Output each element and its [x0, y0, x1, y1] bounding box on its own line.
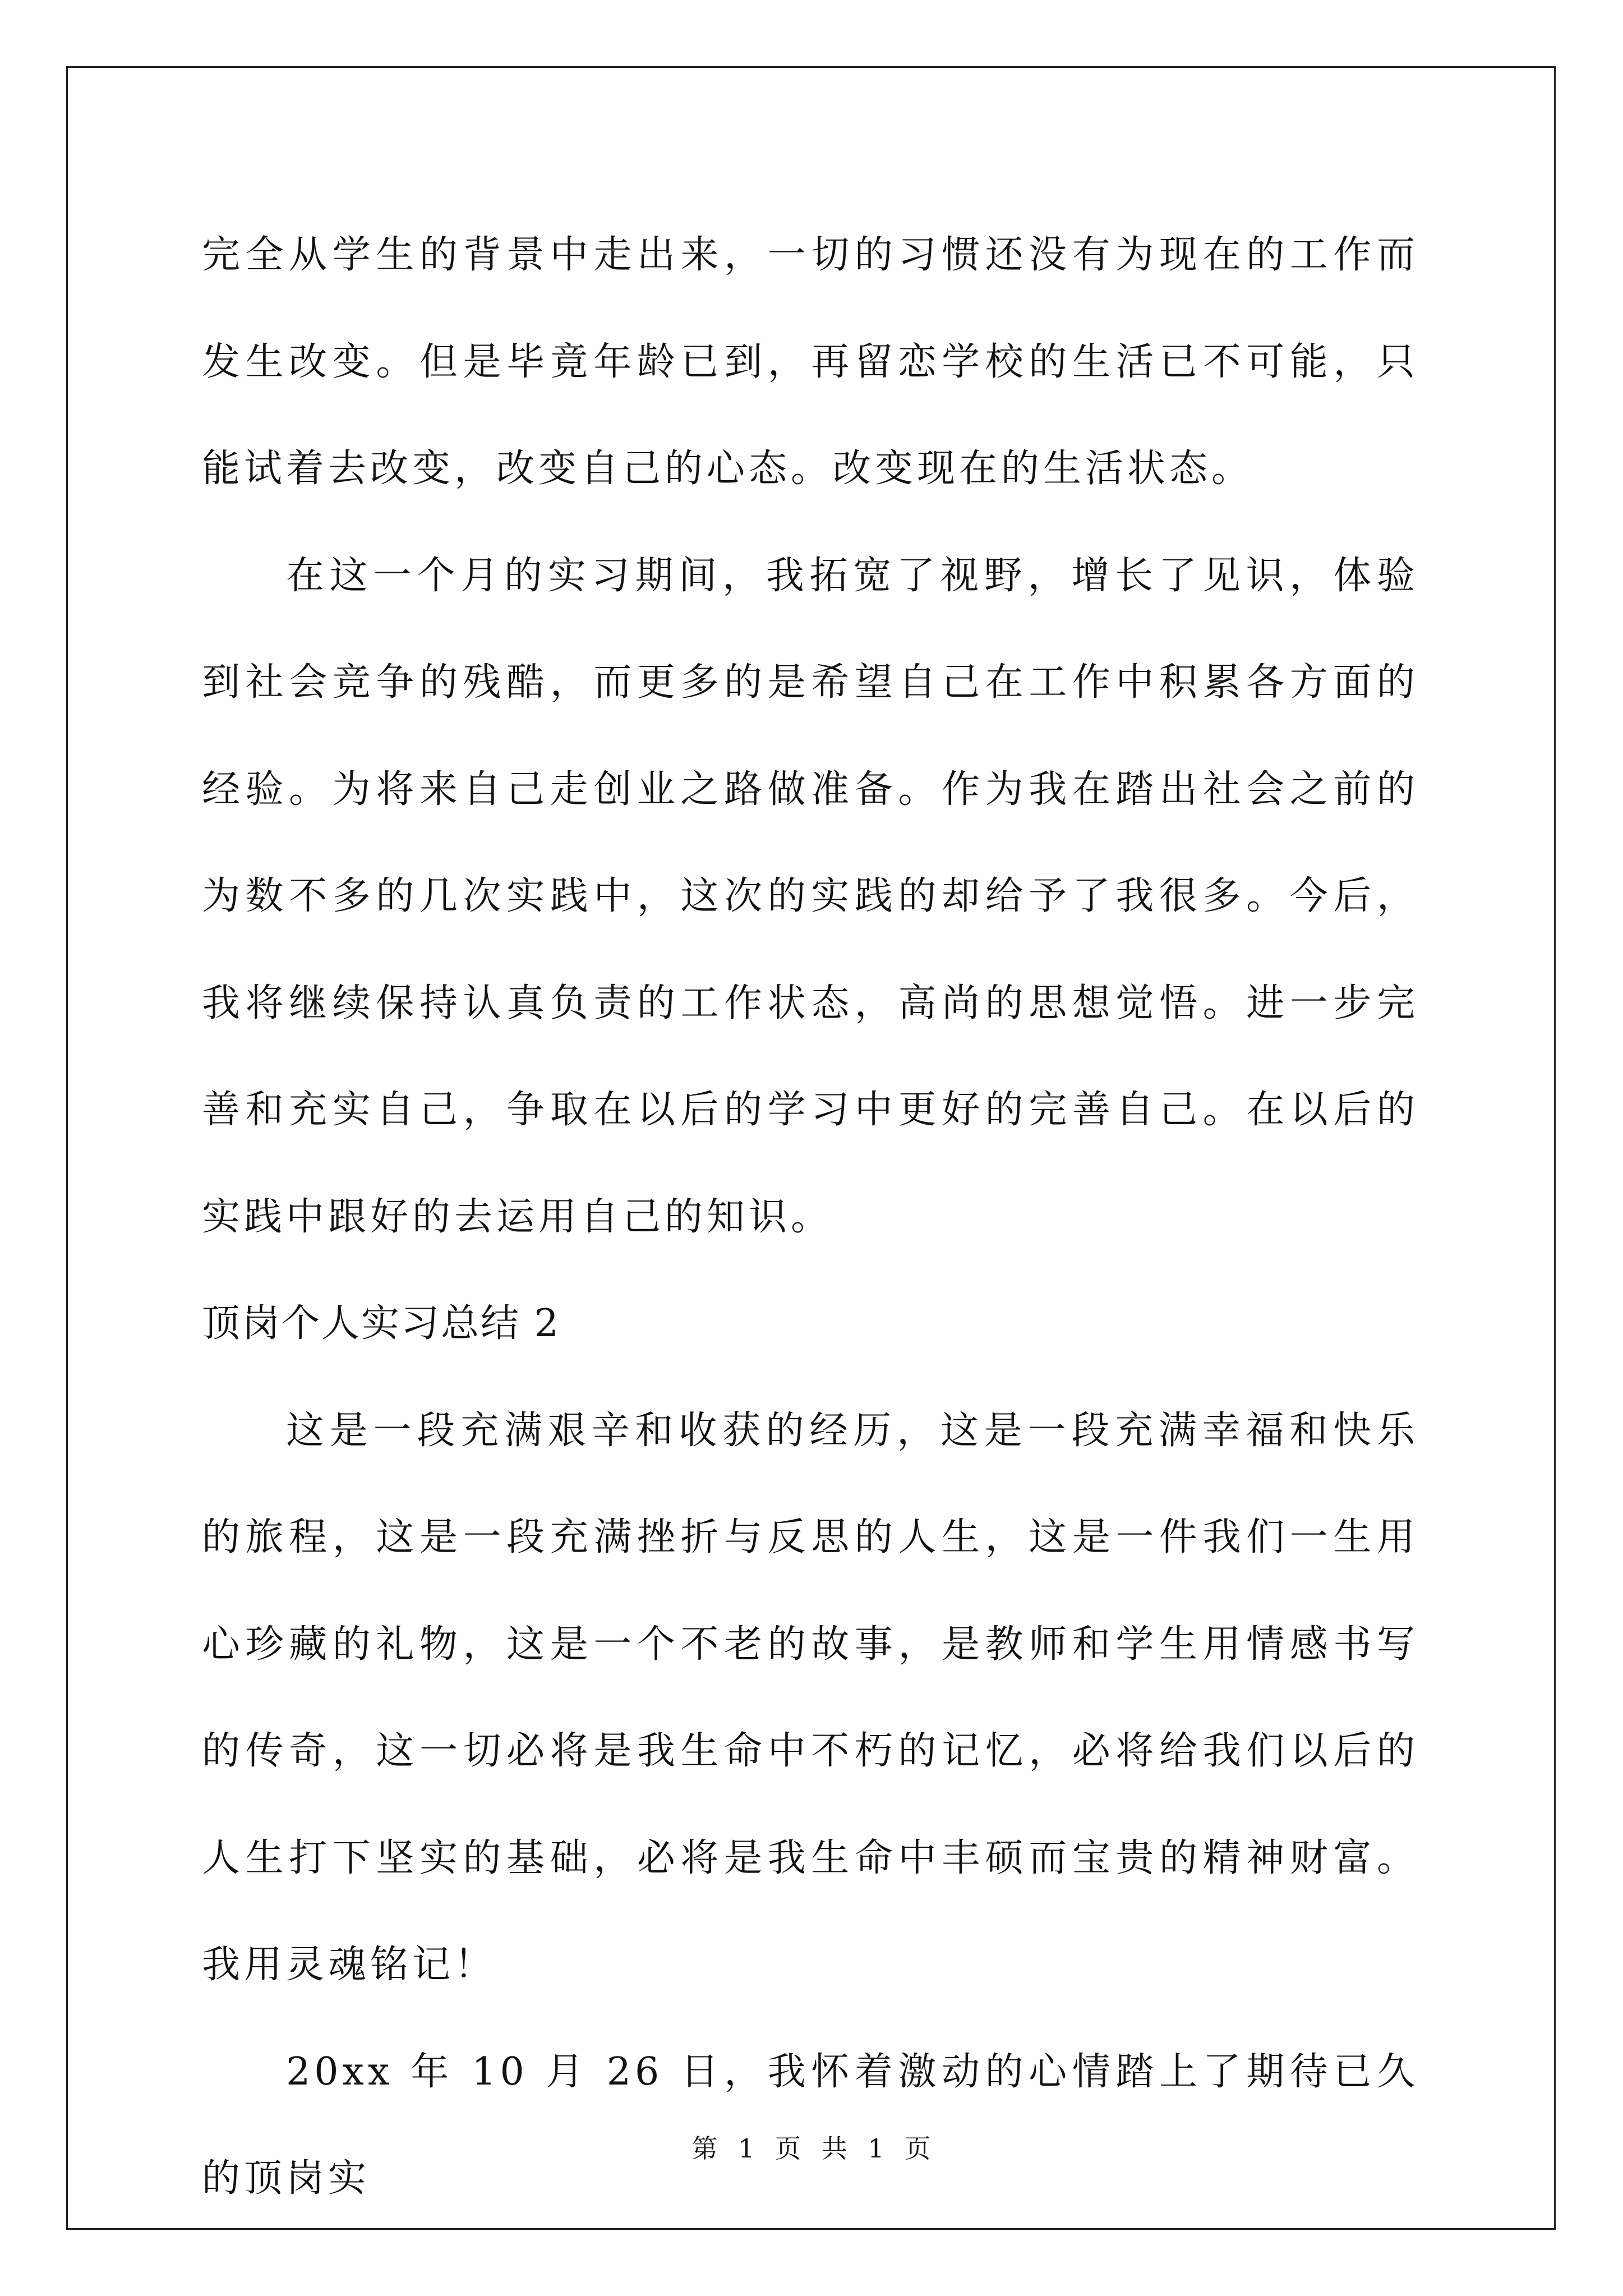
body-paragraph: 在这一个月的实习期间，我拓宽了视野，增长了见识，体验到社会竞争的残酷，而更多的是希望自己在工作中积累各方面的经验。为将来自己走创业之路做准备。作为我在踏出社会之前的为数不多的几次实践中，这次的实践的却给予了我很多。今后，我将继续保持认真负责的工作状态，高尚的思想觉悟。进一步完善和充实自己，争取在以后的学习中更好的完善自己。在以后的实践中跟好的去运用自己的知识。: [202, 553, 1419, 1239]
body-paragraph: 20xx 年 10 月 26 日，我怀着激动的心情踏上了期待已久的顶岗实: [202, 2049, 1419, 2201]
page-number-footer: 第 1 页 共 1 页: [691, 2133, 932, 2164]
body-paragraph: 这是一段充满艰辛和收获的经历，这是一段充满幸福和快乐的旅程，这是一段充满挫折与反思的人生，这是一件我们一生用心珍藏的礼物，这是一个不老的故事，是教师和学生用情感书写的传奇，这一切必将是我生命中不朽的记忆，必将给我们以后的人生打下坚实的基础，必将是我生命中丰硕而宝贵的精神财富。我用灵魂铭记！: [202, 1408, 1419, 1987]
body-paragraph: 完全从学生的背景中走出来，一切的习惯还没有为现在的工作而发生改变。但是毕竟年龄已到，再留恋学校的生活已不可能，只能试着去改变，改变自己的心态。改变现在的生活状态。: [202, 233, 1419, 491]
document-body: [202, 202, 1419, 2233]
section-heading: 顶岗个人实习总结 2: [202, 1301, 560, 1346]
